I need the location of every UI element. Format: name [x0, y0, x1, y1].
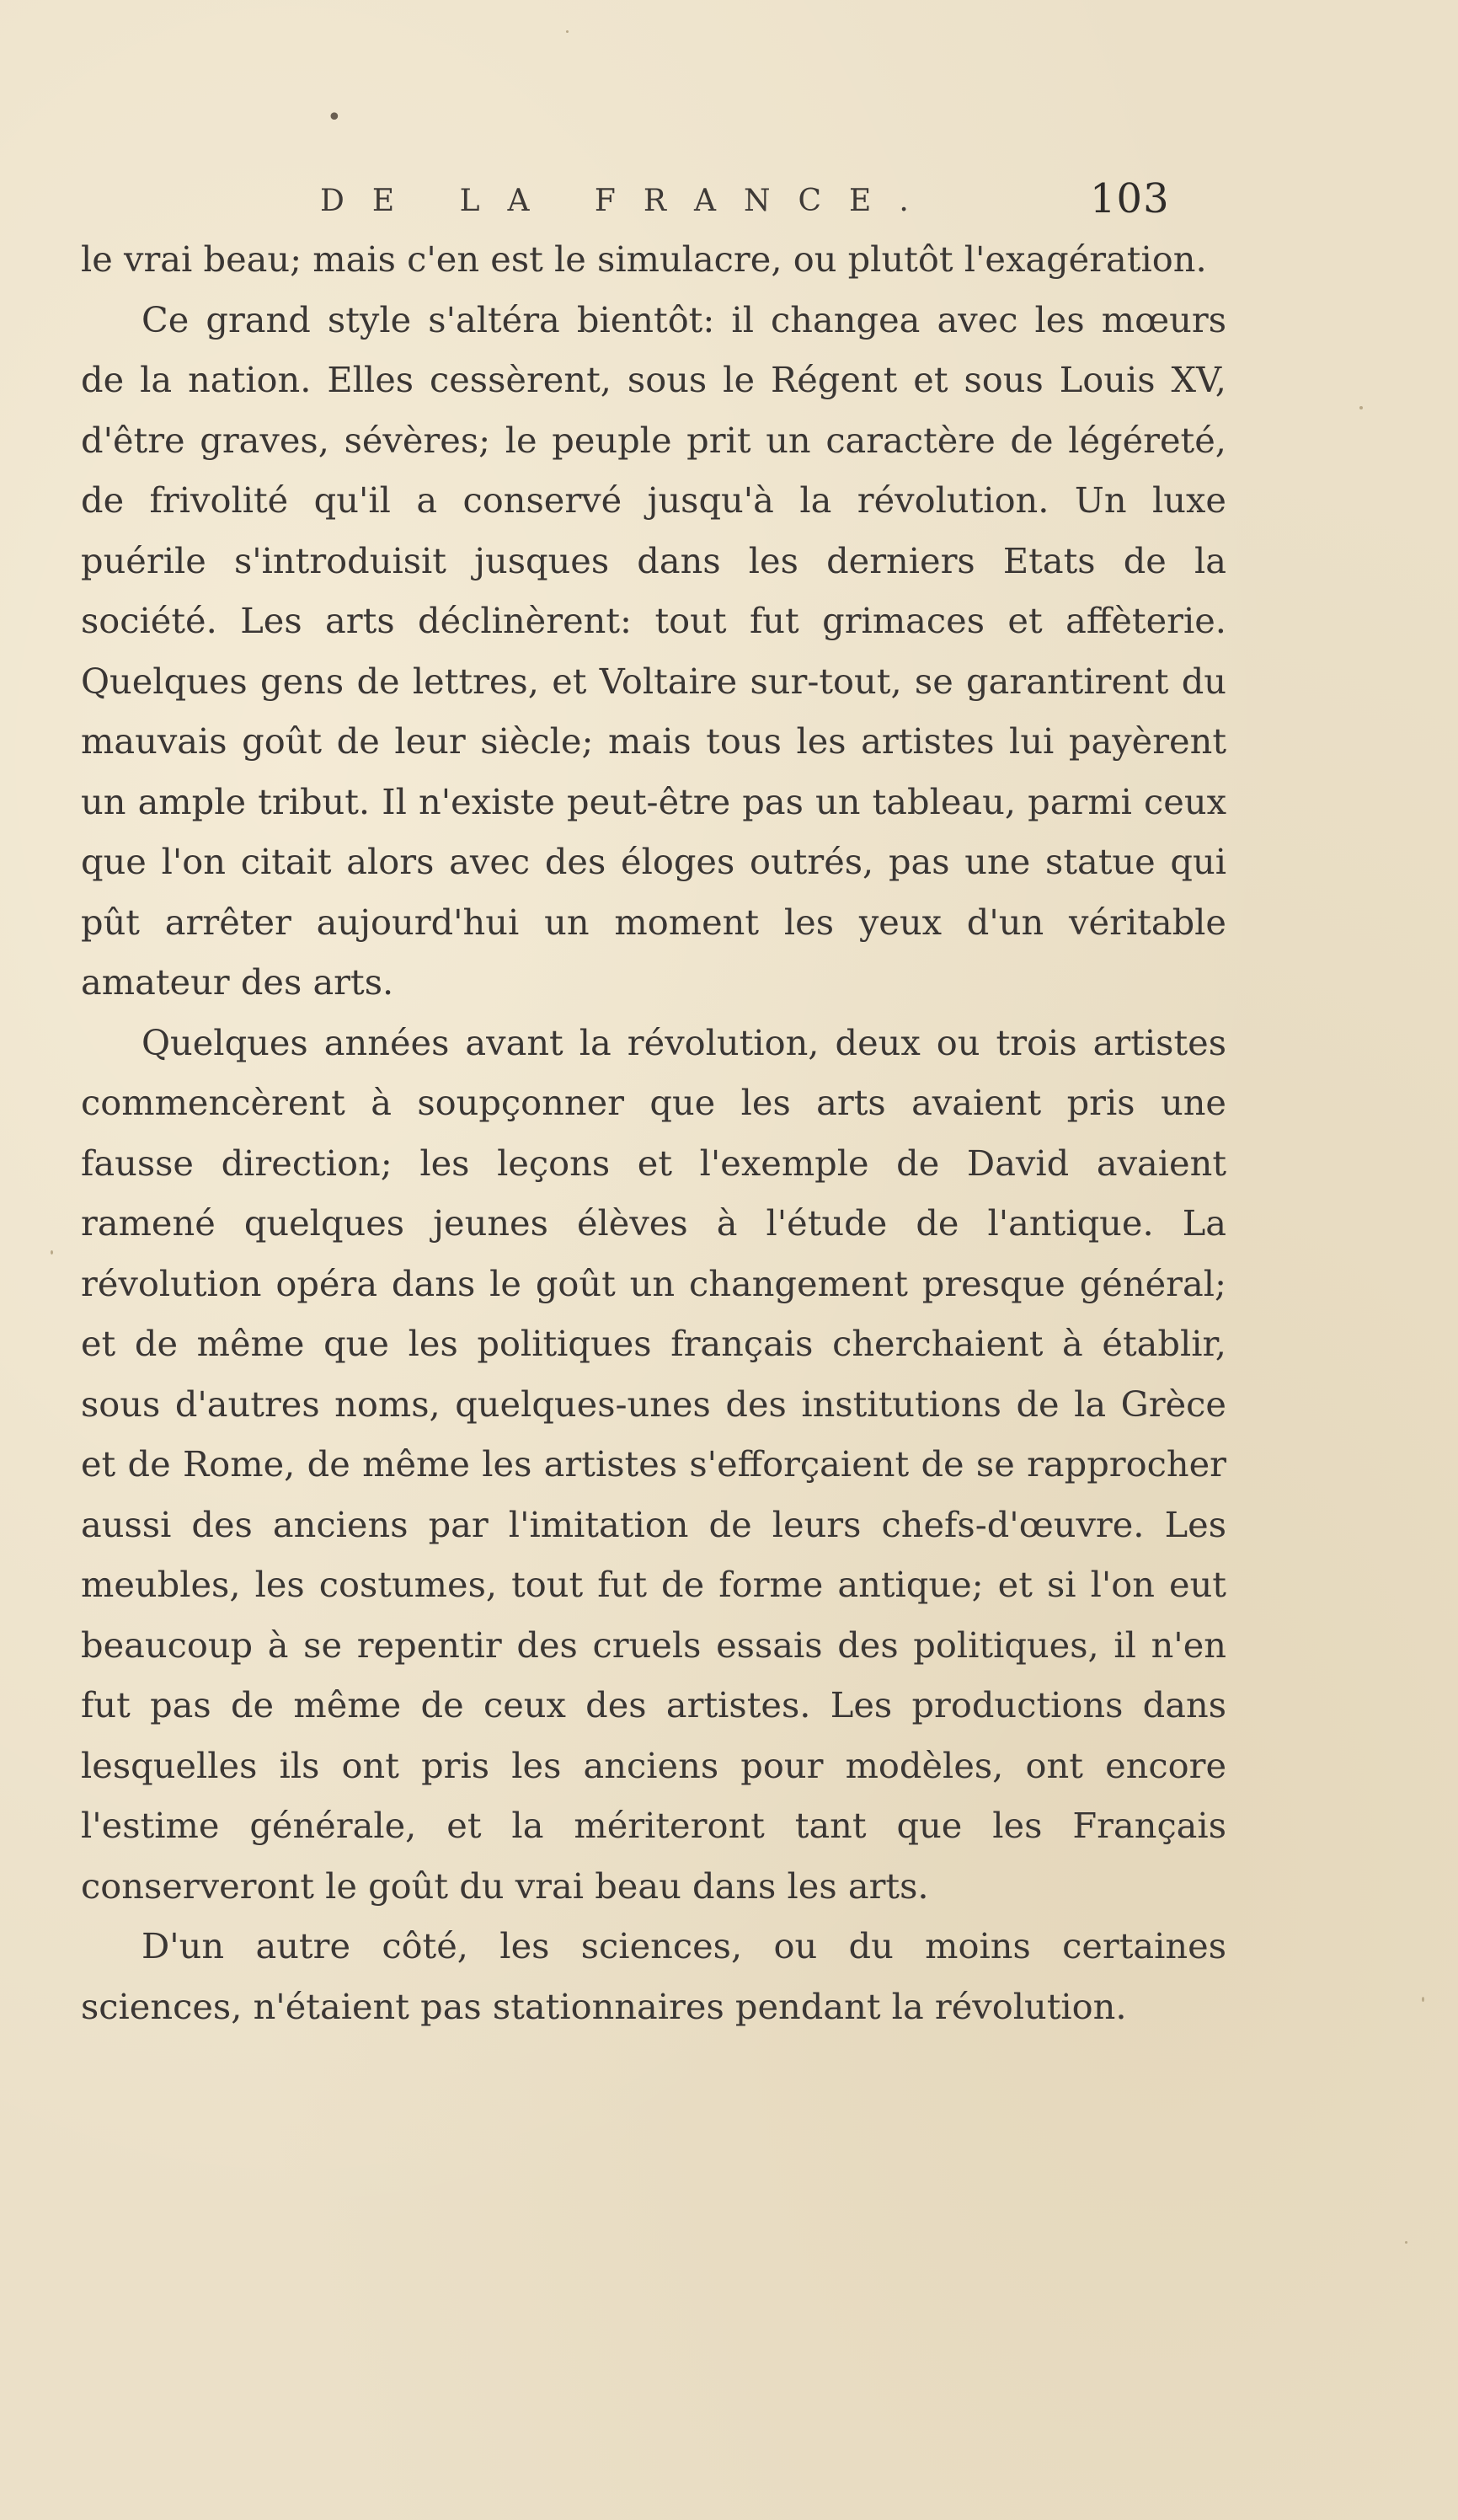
body-text	[81, 229, 1226, 2036]
paper-speck	[1422, 1997, 1424, 2002]
paragraph-style-decline: Ce grand style s'altéra bientôt: il changea avec les mœurs de la nation. Elles cessèrent, sous le Régent et sous Louis XV, d'être graves, sévères; le peuple prit un caractère de légéreté, de frivolité qu'il a conservé jusqu'à la révolution. Un luxe puérile s'introduisit jusques dans les derniers Etats de la société. Les arts déclinèrent: tout fut grimaces et affèterie. Quelques gens de lettres, et Voltaire sur-tout, se garantirent du mauvais goût de leur siècle; mais tous les artistes lui payèrent un ample tribut. Il n'existe peut-être pas un tableau, parmi ceux que l'on citait alors avec des éloges outrés, pas une statue qui pût arrêter aujourd'hui un moment les yeux d'un véritable amateur des arts.	[81, 298, 1226, 1003]
paper-speck	[1359, 406, 1363, 409]
paper-speck	[566, 30, 569, 33]
paper-speck	[51, 1250, 53, 1255]
paper-speck	[1405, 2241, 1407, 2244]
paragraph-revolution-arts: Quelques années avant la révolution, deux ou trois artistes commencèrent à soupçonner que les arts avaient pris une fausse direction; les leçons et l'exemple de David avaient ramené quelques jeunes élèves à l'étude de l'antique. La révolution opéra dans le goût un changement presque général; et de même que les politiques français cherchaient à établir, sous d'autres noms, quelques-unes des institutions de la Grèce et de Rome, de même les artistes s'efforçaient de se rapprocher aussi des anciens par l'imitation de leurs chefs-d'œuvre. Les meubles, les costumes, tout fut de forme antique; et si l'on eut beaucoup à se repentir des cruels essais des politiques, il n'en fut pas de même de ceux des artistes. Les productions dans lesquelles ils ont pris les anciens pour modèles, ont encore l'estime générale, et la mériteront tant que les Français conserveront le goût du vrai beau dans les arts.	[81, 1021, 1226, 1907]
paragraph-sciences: D'un autre côté, les sciences, ou du moins certaines sciences, n'étaient pas stationnaires pendant la révolution.	[81, 1925, 1226, 2027]
running-head: DE LA FRANCE.	[320, 184, 937, 218]
page-number: 103	[1090, 175, 1170, 222]
printer-mark: •	[327, 103, 342, 132]
paragraph-continuation: le vrai beau; mais c'en est le simulacre, ou plutôt l'exagération.	[81, 238, 1207, 280]
